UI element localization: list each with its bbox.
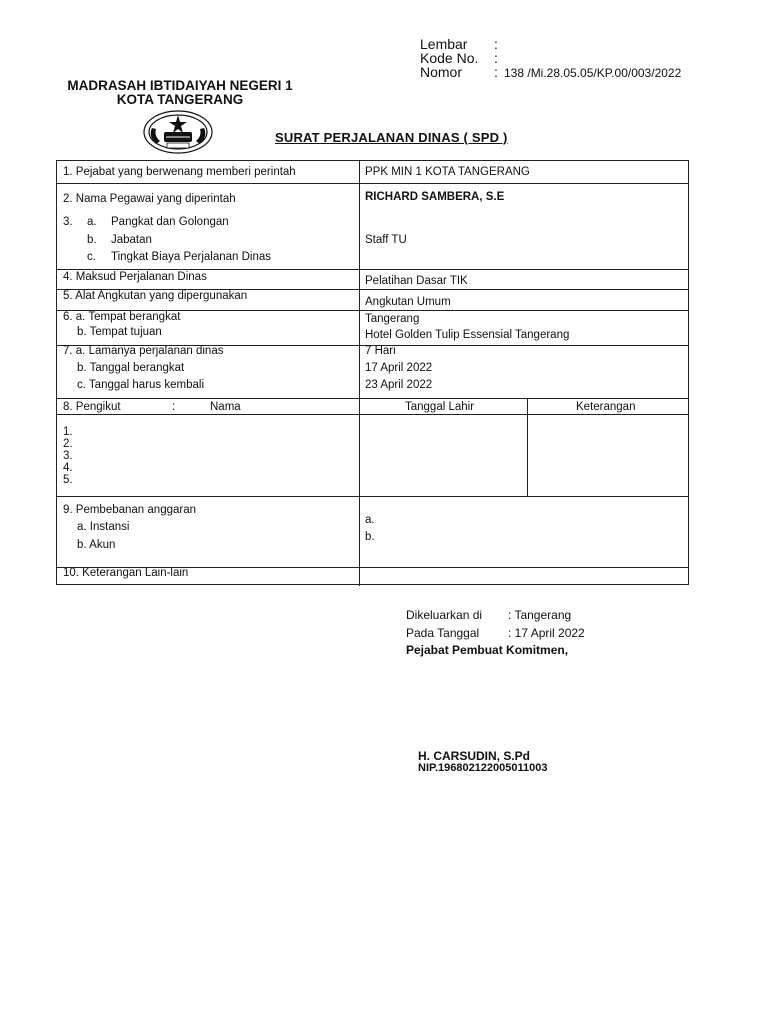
kode-label: Kode No. bbox=[420, 50, 479, 66]
signer-name: H. CARSUDIN, S.Pd bbox=[418, 749, 531, 763]
row8-label: 8. Pengikut bbox=[63, 401, 121, 413]
issued-value: : Tangerang bbox=[508, 608, 572, 622]
nomor-label: Nomor bbox=[420, 64, 463, 80]
row8-nama-header: Nama bbox=[210, 401, 241, 413]
row9b-label: b. Akun bbox=[77, 539, 116, 551]
signer-nip: NIP.196802122005011003 bbox=[418, 762, 548, 774]
issued-label: Dikeluarkan di bbox=[406, 608, 483, 622]
row9-label: 9. Pembebanan anggaran bbox=[63, 504, 196, 516]
row2-label: 2. Nama Pegawai yang diperintah bbox=[63, 193, 236, 205]
row10-label: 10. Keterangan Lain-lain bbox=[63, 567, 189, 579]
list-item: 1. bbox=[63, 426, 73, 438]
list-item: 3. bbox=[63, 450, 73, 462]
row7a-value: 7 Hari bbox=[365, 345, 396, 357]
row3b-value: Staff TU bbox=[365, 234, 407, 246]
row3-number: 3. bbox=[63, 216, 73, 228]
meta-lembar: Lembar : bbox=[420, 36, 498, 52]
date-value: : 17 April 2022 bbox=[508, 626, 585, 640]
row3a-label: Pangkat dan Golongan bbox=[111, 216, 229, 228]
row3a-letter: a. bbox=[87, 216, 97, 228]
row5-label: 5. Alat Angkutan yang dipergunakan bbox=[63, 290, 248, 302]
row1-label: 1. Pejabat yang berwenang memberi perintah bbox=[63, 166, 296, 178]
kemenag-emblem-icon bbox=[140, 108, 216, 156]
row3b-label: Jabatan bbox=[111, 234, 152, 246]
row6b-value: Hotel Golden Tulip Essensial Tangerang bbox=[365, 329, 570, 341]
row8-tanggal-lahir-header: Tanggal Lahir bbox=[405, 401, 475, 413]
meta-nomor: Nomor : 138 /Mi.28.05.05/KP.00/003/2022 bbox=[420, 64, 682, 80]
row9a-label: a. Instansi bbox=[77, 521, 130, 533]
row8-colon: : bbox=[172, 401, 176, 413]
row4-label: 4. Maksud Perjalanan Dinas bbox=[63, 271, 207, 283]
row8-keterangan-header: Keterangan bbox=[576, 401, 636, 413]
spd-form-table bbox=[56, 160, 689, 585]
row9b-value: b. bbox=[365, 531, 375, 543]
row7c-label: c. Tanggal harus kembali bbox=[77, 379, 204, 391]
row3c-letter: c. bbox=[87, 251, 96, 263]
list-item: 5. bbox=[63, 474, 73, 486]
row8-list bbox=[63, 426, 73, 486]
row2-value: RICHARD SAMBERA, S.E bbox=[365, 191, 505, 203]
row7b-label: b. Tanggal berangkat bbox=[77, 362, 185, 374]
nomor-value: 138 /Mi.28.05.05/KP.00/003/2022 bbox=[504, 66, 682, 80]
issued-date bbox=[406, 626, 585, 640]
document-title: SURAT PERJALANAN DINAS ( SPD ) bbox=[275, 130, 508, 145]
date-label: Pada Tanggal bbox=[406, 626, 480, 640]
row6a-value: Tangerang bbox=[365, 313, 420, 325]
row9a-value: a. bbox=[365, 514, 375, 526]
row3b-letter: b. bbox=[87, 234, 97, 246]
row4-value: Pelatihan Dasar TIK bbox=[365, 275, 468, 287]
row7b-value: 17 April 2022 bbox=[365, 362, 433, 374]
row1-value: PPK MIN 1 KOTA TANGERANG bbox=[365, 166, 530, 178]
issued-place bbox=[406, 608, 571, 622]
official-title: Pejabat Pembuat Komitmen, bbox=[406, 643, 569, 657]
row6b-label: b. Tempat tujuan bbox=[77, 326, 162, 338]
institution-name: MADRASAH IBTIDAIYAH NEGERI 1 bbox=[67, 78, 293, 93]
row7a-label: 7. a. Lamanya perjalanan dinas bbox=[63, 345, 224, 357]
lembar-label: Lembar bbox=[420, 36, 468, 52]
row3c-label: Tingkat Biaya Perjalanan Dinas bbox=[111, 251, 272, 263]
row6a-label: 6. a. Tempat berangkat bbox=[63, 311, 181, 323]
institution-city: KOTA TANGERANG bbox=[116, 92, 244, 107]
row5-value: Angkutan Umum bbox=[365, 296, 451, 308]
row7c-value: 23 April 2022 bbox=[365, 379, 433, 391]
meta-kode: Kode No. : bbox=[420, 50, 498, 66]
list-item: 2. bbox=[63, 438, 73, 450]
list-item: 4. bbox=[63, 462, 73, 474]
